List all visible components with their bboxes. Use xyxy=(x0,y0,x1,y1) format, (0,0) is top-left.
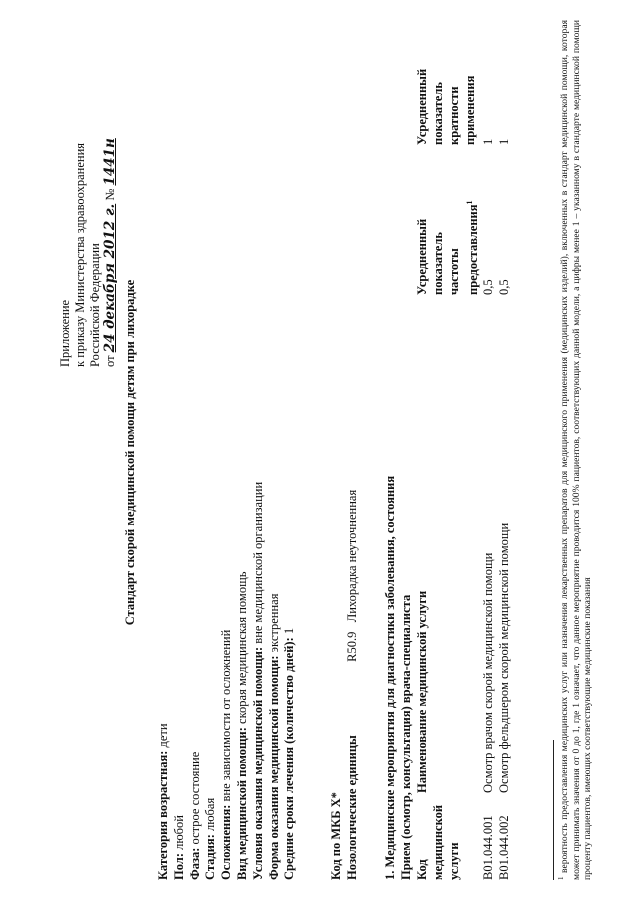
param-treatment-duration: Средние сроки лечения (количество дней): 1 xyxy=(282,627,297,880)
row-code: B01.044.001 xyxy=(481,815,495,880)
nosology-row xyxy=(344,490,360,880)
appendix-line: Приложение xyxy=(58,299,72,367)
footnote-divider xyxy=(553,740,554,880)
number-sign: № xyxy=(103,188,117,201)
param-care-form: Форма оказания медицинской помощи: экстренная xyxy=(266,593,281,880)
table-row xyxy=(480,815,496,880)
param-sex: Пол: любой xyxy=(171,815,186,880)
icd-block xyxy=(328,490,360,880)
appendix-date-line xyxy=(103,138,118,367)
footnote-ref: 1 xyxy=(465,200,474,205)
standard-parameters xyxy=(156,482,298,880)
appendix-line: Российской Федерации xyxy=(88,243,102,367)
appendix-block xyxy=(58,138,118,367)
appendix-from: от xyxy=(103,355,117,367)
icd-code: R50.9 xyxy=(345,631,359,662)
param-stage: Стадия: любая xyxy=(203,797,218,880)
footnote-marker: 1 xyxy=(557,876,565,880)
table-row-name: Осмотр врачом скорой медицинской помощи xyxy=(481,552,495,793)
table-row-frequency: 0,5 xyxy=(481,279,495,295)
param-phase: Фаза: острое состояние xyxy=(187,751,202,880)
col-header-code: Код медицинской услуги xyxy=(415,804,461,880)
nosology-label: Нозологические единицы xyxy=(345,735,359,880)
col-header-multiplicity: Усредненный показатель кратности применения xyxy=(415,68,477,145)
document-title: Стандарт скорой медицинской помощи детям при лихорадке xyxy=(123,279,137,626)
table-row-multiplicity: 1 xyxy=(497,138,511,145)
icd-label: Код по МКБ X* xyxy=(329,792,343,880)
param-complications: Осложнения: вне зависимости от осложнений xyxy=(219,629,234,880)
appendix-line: к приказу Министерства здравоохранения xyxy=(73,142,87,367)
handwritten-date: 24 декабря 2012 г. xyxy=(102,203,118,353)
table-row-multiplicity: 1 xyxy=(481,138,495,145)
footnote-text: вероятность предоставления медицинских услуг или назначения лекарственных препаратов для медицинского применения (медицинских изделий), включенных в стандарт медицинской помощи, которая может принимать значения от 0 до 1, где 1 означает, что данное мероприятие проводится 100% пациентов, соответствующих данной модели, а цифры менее 1 – указанному в стандарте медицинской помощи проценту пациентов, имеющих соответствующие медицинские показания xyxy=(559,20,594,880)
col-header-frequency: Усредненный показатель частоты предоставления$^1$ xyxy=(415,200,481,295)
row-code: B01.044.002 xyxy=(497,815,511,880)
table-row-frequency: 0,5 xyxy=(497,279,511,295)
param-care-conditions: Условия оказания медицинской помощи: вне медицинской организации xyxy=(250,481,265,880)
icd-name: Лихорадка неуточненная xyxy=(345,489,359,623)
footnote xyxy=(556,20,594,880)
section-heading xyxy=(382,476,414,880)
col-header-name: Наименование медицинской услуги xyxy=(415,590,429,793)
section-title: 1. Медицинские мероприятия для диагностики заболевания, состояния xyxy=(383,475,397,880)
handwritten-order-number: 1441н xyxy=(102,138,118,186)
section-subtitle: Прием (осмотр, консультация) врача-специалиста xyxy=(399,594,413,880)
param-care-type: Вид медицинской помощи: скорая медицинская помощь xyxy=(234,571,249,880)
table-row xyxy=(496,815,512,880)
param-age: Категория возрастная: дети xyxy=(156,723,170,880)
table-row-name: Осмотр фельдшером скорой медицинской помощи xyxy=(497,522,511,793)
